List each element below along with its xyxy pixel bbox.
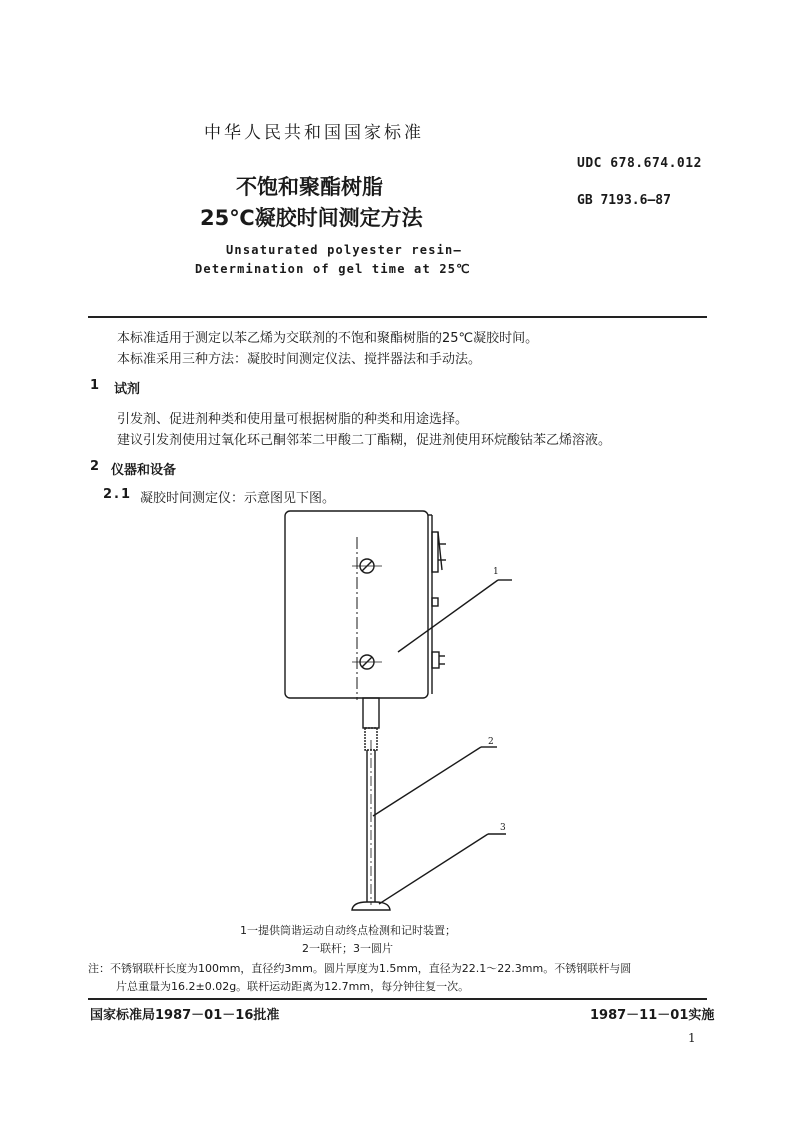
footer-rule	[88, 998, 707, 1000]
national-standard-label: 中华人民共和国国家标准	[204, 123, 424, 143]
gb-code: GB 7193.6—87	[577, 193, 671, 208]
section-1-number: 1	[90, 378, 100, 393]
english-title-line-2: Determination of gel time at 25℃	[195, 262, 471, 276]
approval-date: 国家标准局1987－01－16批准	[90, 1008, 280, 1023]
section-1-title: 试剂	[114, 382, 141, 397]
section-1-paragraph-1: 引发剂、促进剂种类和使用量可根据树脂的种类和用途选择。	[117, 412, 469, 427]
effective-date: 1987－11－01实施	[590, 1008, 715, 1023]
title-line-1: 不饱和聚酯树脂	[236, 175, 383, 199]
english-title-line-1: Unsaturated polyester resin—	[226, 243, 462, 257]
title-line-2: 25℃凝胶时间测定方法	[200, 206, 423, 230]
figure-caption-line-1: 1一提供筒谐运动自动终点检测和记时装置；	[240, 924, 456, 937]
intro-paragraph-1: 本标准适用于测定以苯乙烯为交联剂的不饱和聚酯树脂的25℃凝胶时间。	[117, 331, 539, 346]
subsection-2-1-number: 2.1	[103, 487, 133, 502]
section-2-title: 仪器和设备	[111, 463, 177, 478]
figure-label-1: 1	[493, 567, 499, 577]
section-1-paragraph-2: 建议引发剂使用过氧化环己酮邻苯二甲酸二丁酯糊，促进剂使用环烷酸钴苯乙烯溶液。	[117, 433, 612, 448]
udc-code: UDC 678.674.012	[577, 156, 702, 171]
page-number: 1	[688, 1031, 696, 1045]
note-line-1: 注：不锈钢联杆长度为100mm，直径约3mm。圆片厚度为1.5mm，直径为22.1～22.3mm。不锈钢联杆与圆	[88, 962, 632, 975]
figure-caption-line-2: 2一联杆；3一圆片	[302, 942, 393, 955]
note-line-2: 片总重量为16.2±0.02g。联杆运动距离为12.7mm，每分钟往复一次。	[116, 980, 470, 993]
section-2-number: 2	[90, 459, 100, 474]
intro-paragraph-2: 本标准采用三种方法：凝胶时间测定仪法、搅拌器法和手动法。	[117, 352, 482, 367]
subsection-2-1-text: 凝胶时间测定仪：示意图见下图。	[140, 491, 336, 506]
figure-label-2: 2	[488, 737, 494, 747]
figure-label-3: 3	[500, 823, 506, 833]
